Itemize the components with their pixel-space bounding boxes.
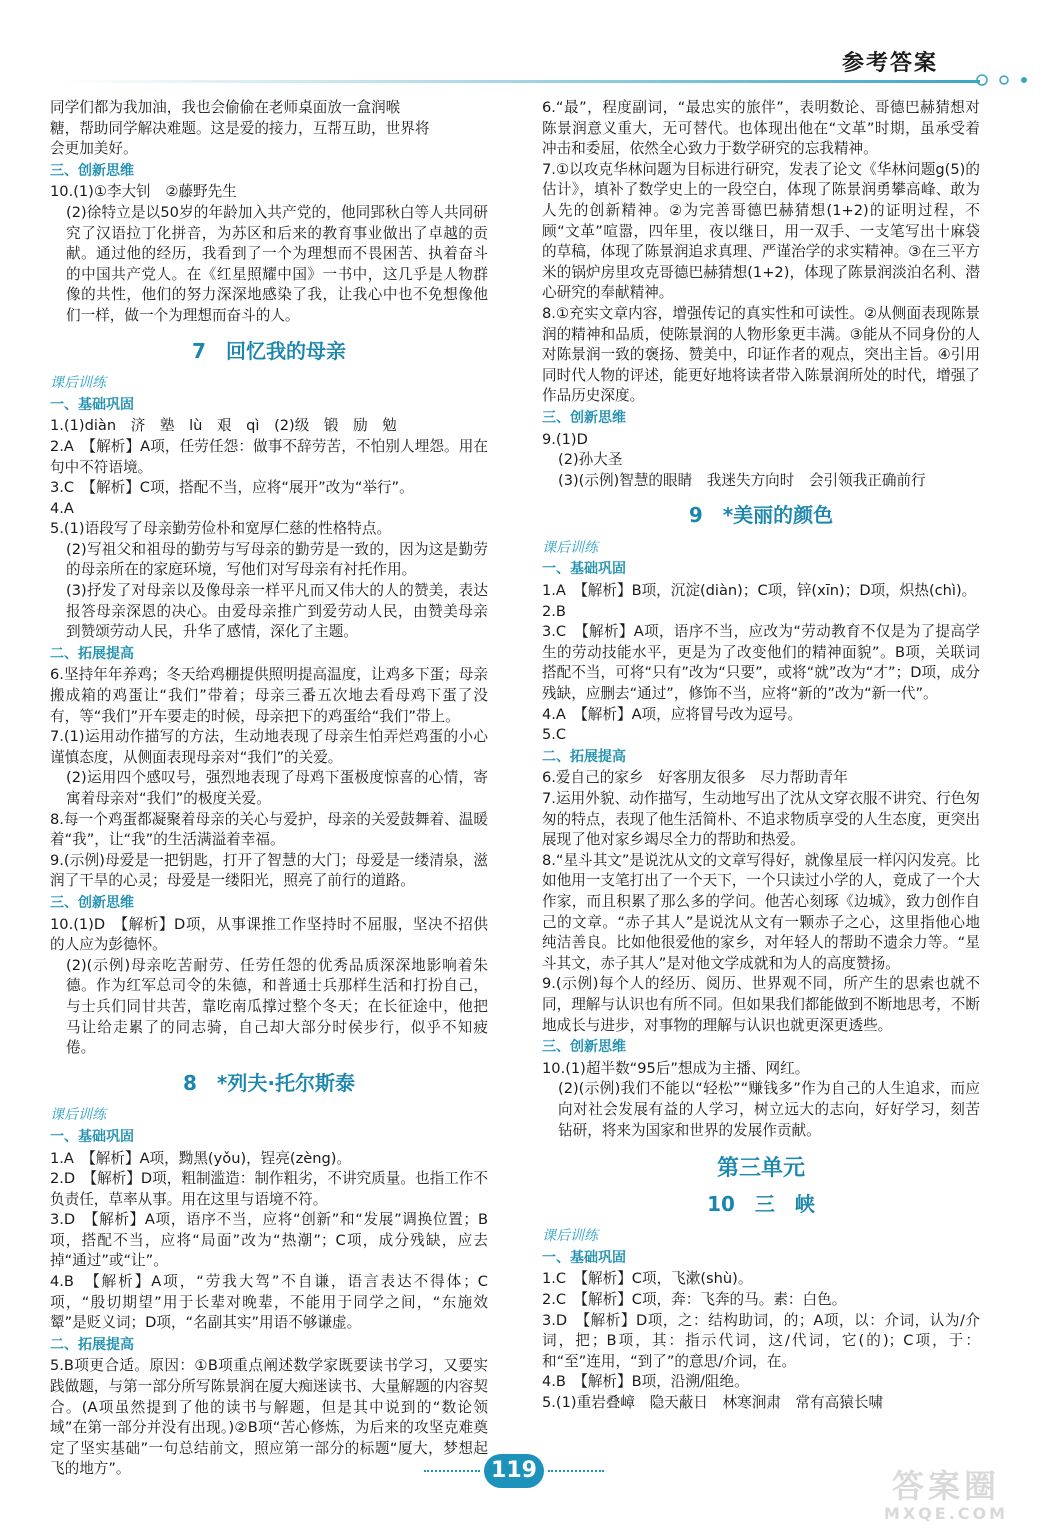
- answer-item: 5.B项更合适。原因：①B项重点阐述数学家既要读书学习，又要实践做题，与第一部分所写陈景润在厦大痴迷读书、大量解题的内容契合。(A项虽然提到了他的读书与解题，但是其中说到的“数论领域”在第一部分并没有出现。)②B项“苦心修炼，为后来的攻坚克难奠定了坚实基础”一句总结前文，照应第一部分的标题“厦大，梦想起飞的地方”。: [50, 1357, 488, 1478]
- answer-item: (2)写祖父和祖母的勤劳与写母亲的勤劳是一致的，因为这是勤劳的母亲所在的家庭环境，写他们对写母亲有衬托作用。: [66, 540, 488, 579]
- left-column: [50, 98, 488, 1480]
- answer-item: 3.C 【解析】C项，搭配不当，应将“展开”改为“举行”。: [50, 479, 414, 497]
- answer-item: 10.(1)D 【解析】D项，从事课推工作坚持时不屈服，坚决不招供的人应为彭德怀。: [50, 915, 488, 954]
- lesson-title: 9 *美丽的颜色: [688, 503, 834, 528]
- answer-item: (2)(示例)我们不能以“轻松”“赚钱多”作为自己的人生追求，而应向对社会发展有益的人学习，树立远大的志向，好好学习，刻苦钻研，将来为国家和世界的发展作贡献。: [558, 1080, 980, 1139]
- answer-item: 7.①以攻克华林问题为目标进行研究，发表了论文《华林问题g(5)的估计》，填补了数学史上的一段空白，体现了陈景润勇攀高峰、敢为人先的创新精神。②为完善哥德巴赫猜想(1+2)的证明过程，不顾“文革”喧嚣，四年里，夜以继日，用一双手、一支笔写出十麻袋的草稿，体现了陈景润追求真理、严谨治学的求实精神。③在三平方米的锅炉房里攻克哥德巴赫猜想(1+2)，体现了陈景润淡泊名利、潜心研究的奉献精神。: [542, 160, 980, 302]
- text-line: 同学们都为我加油，我也会偷偷在老师桌面放一盒润喉: [50, 99, 401, 116]
- section-heading: 三、创新思维: [50, 162, 134, 179]
- band-label: 课后训练: [542, 539, 598, 556]
- answer-item: 8.每一个鸡蛋都凝聚着母亲的关心与爱护，母亲的关爱鼓舞着、温暖着“我”，让“我”的生活满溢着幸福。: [50, 810, 488, 849]
- band-label: 课后训练: [50, 1107, 106, 1124]
- answer-item: (2)运用四个感叹号，强烈地表现了母鸡下蛋极度惊喜的心情，寄寓着母亲对“我们”的极度关爱。: [66, 769, 488, 807]
- section-heading: 二、拓展提高: [542, 748, 626, 765]
- answer-item: 5.C: [542, 726, 567, 744]
- band-label: 课后训练: [50, 375, 106, 392]
- section-heading: 一、基础巩固: [542, 1249, 626, 1266]
- header-rule: [60, 80, 980, 83]
- text-line: 糖，帮助同学解决难题。这是爱的接力，互帮互助，世界将: [50, 119, 430, 137]
- answer-item: 6.坚持年年养鸡；冬天给鸡棚提供照明提高温度，让鸡多下蛋；母亲搬成箱的鸡蛋让“我们”带着；母亲三番五次地去看母鸡下蛋了没有，等“我们”开车要走的时候，母亲把下的鸡蛋给“我们”带上。: [50, 666, 488, 725]
- answer-item: 3.D 【解析】A项，语序不当，应将“创新”和“发展”调换位置；B项，搭配不当，应将“局面”改为“热潮”；C项，成分残缺，应去掉“通过”或“让”。: [50, 1211, 488, 1270]
- answer-item: 7.运用外貌、动作描写，生动地写出了沈从文穿衣服不讲究、行色匆匆的特点，表现了他生活简朴、不追求物质享受的人生态度，更突出展现了他对家乡竭尽全力的帮助和热爱。: [542, 790, 980, 849]
- answer-item: 1.C 【解析】C项，飞漱(shù)。: [542, 1270, 753, 1288]
- answer-item: 2.C 【解析】C项，奔：飞奔的马。素：白色。: [542, 1291, 847, 1309]
- answer-item: 4.A: [50, 499, 74, 517]
- band-label: 课后训练: [542, 1228, 598, 1245]
- answer-item: 6.“最”，程度副词，“最忠实的旅伴”，表明数论、哥德巴赫猜想对陈景润意义重大，无可替代。也体现出他在“文革”时期，虽承受着冲击和委屈，依然全心致力于数学研究的忘我精神。: [542, 99, 980, 158]
- answer-item: 5.(1)重岩叠嶂 隐天蔽日 林寒涧肃 常有高猿长啸: [542, 1394, 884, 1412]
- section-heading: 一、基础巩固: [542, 561, 626, 578]
- right-column: [542, 98, 980, 1414]
- lesson-title: 7 回忆我的母亲: [192, 338, 346, 363]
- page-number: 119: [484, 1454, 544, 1488]
- text-line: 会更加美好。: [50, 140, 138, 158]
- section-heading: 三、创新思维: [542, 1039, 626, 1056]
- section-heading: 一、基础巩固: [50, 396, 134, 413]
- answer-item: 1.A 【解析】B项，沉淀(diàn)；C项，锌(xīn)；D项，炽热(chì)。: [542, 582, 977, 600]
- watermark-text: 答案圈: [891, 1467, 1000, 1505]
- page-number-dots-right: [548, 1470, 604, 1475]
- answer-item: 9.(示例)母爱是一把钥匙，打开了智慧的大门；母爱是一缕清泉，滋润了干旱的心灵；母爱是一缕阳光，照亮了前行的道路。: [50, 851, 488, 890]
- answer-item: 3.D 【解析】D项，之：结构助词，的；A项，以：介词，认为/介词，把；B项，其：指示代词，这/代词，它(的)；C项，于：和“至”连用，“到了”的意思/介词，在。: [542, 1311, 980, 1370]
- answer-item: 2.B: [542, 602, 566, 620]
- page-number-dots-left: [424, 1470, 480, 1475]
- answer-item: (2)孙大圣: [558, 451, 623, 469]
- answer-item: 5.(1)语段写了母亲勤劳俭朴和宽厚仁慈的性格特点。: [50, 520, 392, 538]
- answer-item: 4.B 【解析】B项，沿溯/阻绝。: [542, 1373, 749, 1391]
- answer-item: 9.(示例)每个人的经历、阅历、世界观不同，所产生的思索也就不同，理解与认识也有所不同。但如果我们都能做到不断地思考，不断地成长与进步，对事物的理解与认识也就更深更透些。: [542, 975, 980, 1034]
- section-heading: 二、拓展提高: [50, 1336, 134, 1353]
- answer-item: (3)(示例)智慧的眼睛 我迷失方向时 会引领我正确前行: [558, 471, 926, 489]
- answer-item: 10.(1)超半数“95后”想成为主播、网红。: [542, 1059, 810, 1077]
- page-header: [0, 0, 1056, 90]
- section-heading: 二、拓展提高: [50, 645, 134, 662]
- answer-item: (2)(示例)母亲吃苦耐劳、任劳任怨的优秀品质深深地影响着朱德。作为红军总司令的朱德，和普通士兵那样生活和打扮自己，与士兵们同甘共苦，靠吃南瓜撑过整个冬天；在长征途中，他把马让给走累了的同志骑，自己却大部分时侯步行，似乎不知疲倦。: [66, 956, 488, 1057]
- answer-item: 9.(1)D: [542, 430, 588, 448]
- lesson-title: 10 三 峡: [707, 1191, 815, 1216]
- answer-item: 4.B 【解析】A项，“劳我大驾”不自谦，语言表达不得体；C项，“殷切期望”用于长辈对晚辈，不能用于同学之间，“东施效颦”是贬义词；D项，“名副其实”用语不够谦虚。: [50, 1273, 488, 1332]
- lesson-title: 8 *列夫·托尔斯泰: [183, 1070, 355, 1095]
- answer-item: 1.(1)diàn 济 塾 lù 艰 qì (2)级 锻 励 勉: [50, 417, 397, 435]
- section-heading: 三、创新思维: [542, 409, 626, 426]
- section-heading: 一、基础巩固: [50, 1128, 134, 1145]
- section-heading: 三、创新思维: [50, 894, 134, 911]
- answer-item: 3.C 【解析】A项，语序不当，应改为“劳动教育不仅是为了提高学生的劳动技能水平，更是为了改变他们的精神面貌”。B项，关联词搭配不当，可将“只有”改为“只要”，或将“就”改为“才”；D项，成分残缺，应删去“通过”，修饰不当，应将“新的”改为“新一代”。: [542, 623, 980, 703]
- watermark-logo: [866, 1468, 1026, 1530]
- answer-item: 10.(1)①李大钊 ②藤野先生: [50, 183, 237, 201]
- header-title: 参考答案: [841, 51, 938, 76]
- answer-item: 1.A 【解析】A项，黝黑(yǒu)，锃亮(zèng)。: [50, 1149, 352, 1167]
- answer-item: 2.D 【解析】D项，粗制滥造：制作粗劣，不讲究质量。也指工作不负责任，草率从事。用在这里与语境不符。: [50, 1170, 488, 1208]
- answer-item: (2)徐特立是以50岁的年龄加入共产党的，他同郢秋白等人共同研究了汉语拉丁化拼音，为苏区和后来的教育事业做出了卓越的贡献。通过他的经历，我看到了一个为理想而不畏困苦、执着奋斗的中国共产党人。在《红星照耀中国》一书中，这几乎是人物群像的共性，他们的努力深深地感染了我，让我心中也不免想像他们一样，做一个为理想而奋斗的人。: [66, 203, 488, 324]
- header-dots-decoration: [972, 73, 1032, 87]
- unit-title: 第三单元: [716, 1156, 805, 1182]
- answer-item: 6.爱自己的家乡 好客朋友很多 尽力帮助青年: [542, 769, 848, 787]
- answer-item: 7.(1)运用动作描写的方法，生动地表现了母亲生怕弄烂鸡蛋的小心谨慎态度，从侧面表现母亲对“我们”的关爱。: [50, 728, 488, 766]
- answer-item: 8.“星斗其文”是说沈从文的文章写得好，就像星辰一样闪闪发亮。比如他用一支笔打出了一个天下，一个只读过小学的人，竟成了一个大作家，而且积累了那么多的学问。他苦心刻琢《边城》，致力创作自己的文章。“赤子其人”是说沈从文有一颗赤子之心，这里指他心地纯洁善良。比如他很爱他的家乡，对年轻人的帮助不遗余力等。“星斗其文，赤子其人”是对他文学成就和为人的高度赞扬。: [542, 851, 980, 972]
- answer-item: 8.①充实文章内容，增强传记的真实性和可读性。②从侧面表现陈景润的精神和品质，使陈景润的人物形象更丰满。③能从不同身份的人对陈景润一致的褒扬、赞美中，印证作者的观点，突出主旨。④引用同时代人物的评述，能更好地将读者带入陈景润所处的时代，增强了作品历史深度。: [542, 304, 980, 405]
- watermark-url: MXQE.COM: [883, 1504, 1009, 1523]
- answer-item: (3)抒发了对母亲以及像母亲一样平凡而又伟大的人的赞美，表达报答母亲深恩的决心。由爱母亲推广到爱劳动人民，由赞美母亲到赞颂劳动人民，升华了感情，深化了主题。: [66, 582, 488, 641]
- answer-item: 2.A 【解析】A项，任劳任怨：做事不辞劳苦，不怕别人埋怨。用在句中不符语境。: [50, 437, 488, 476]
- answer-item: 4.A 【解析】A项，应将冒号改为逗号。: [542, 705, 803, 723]
